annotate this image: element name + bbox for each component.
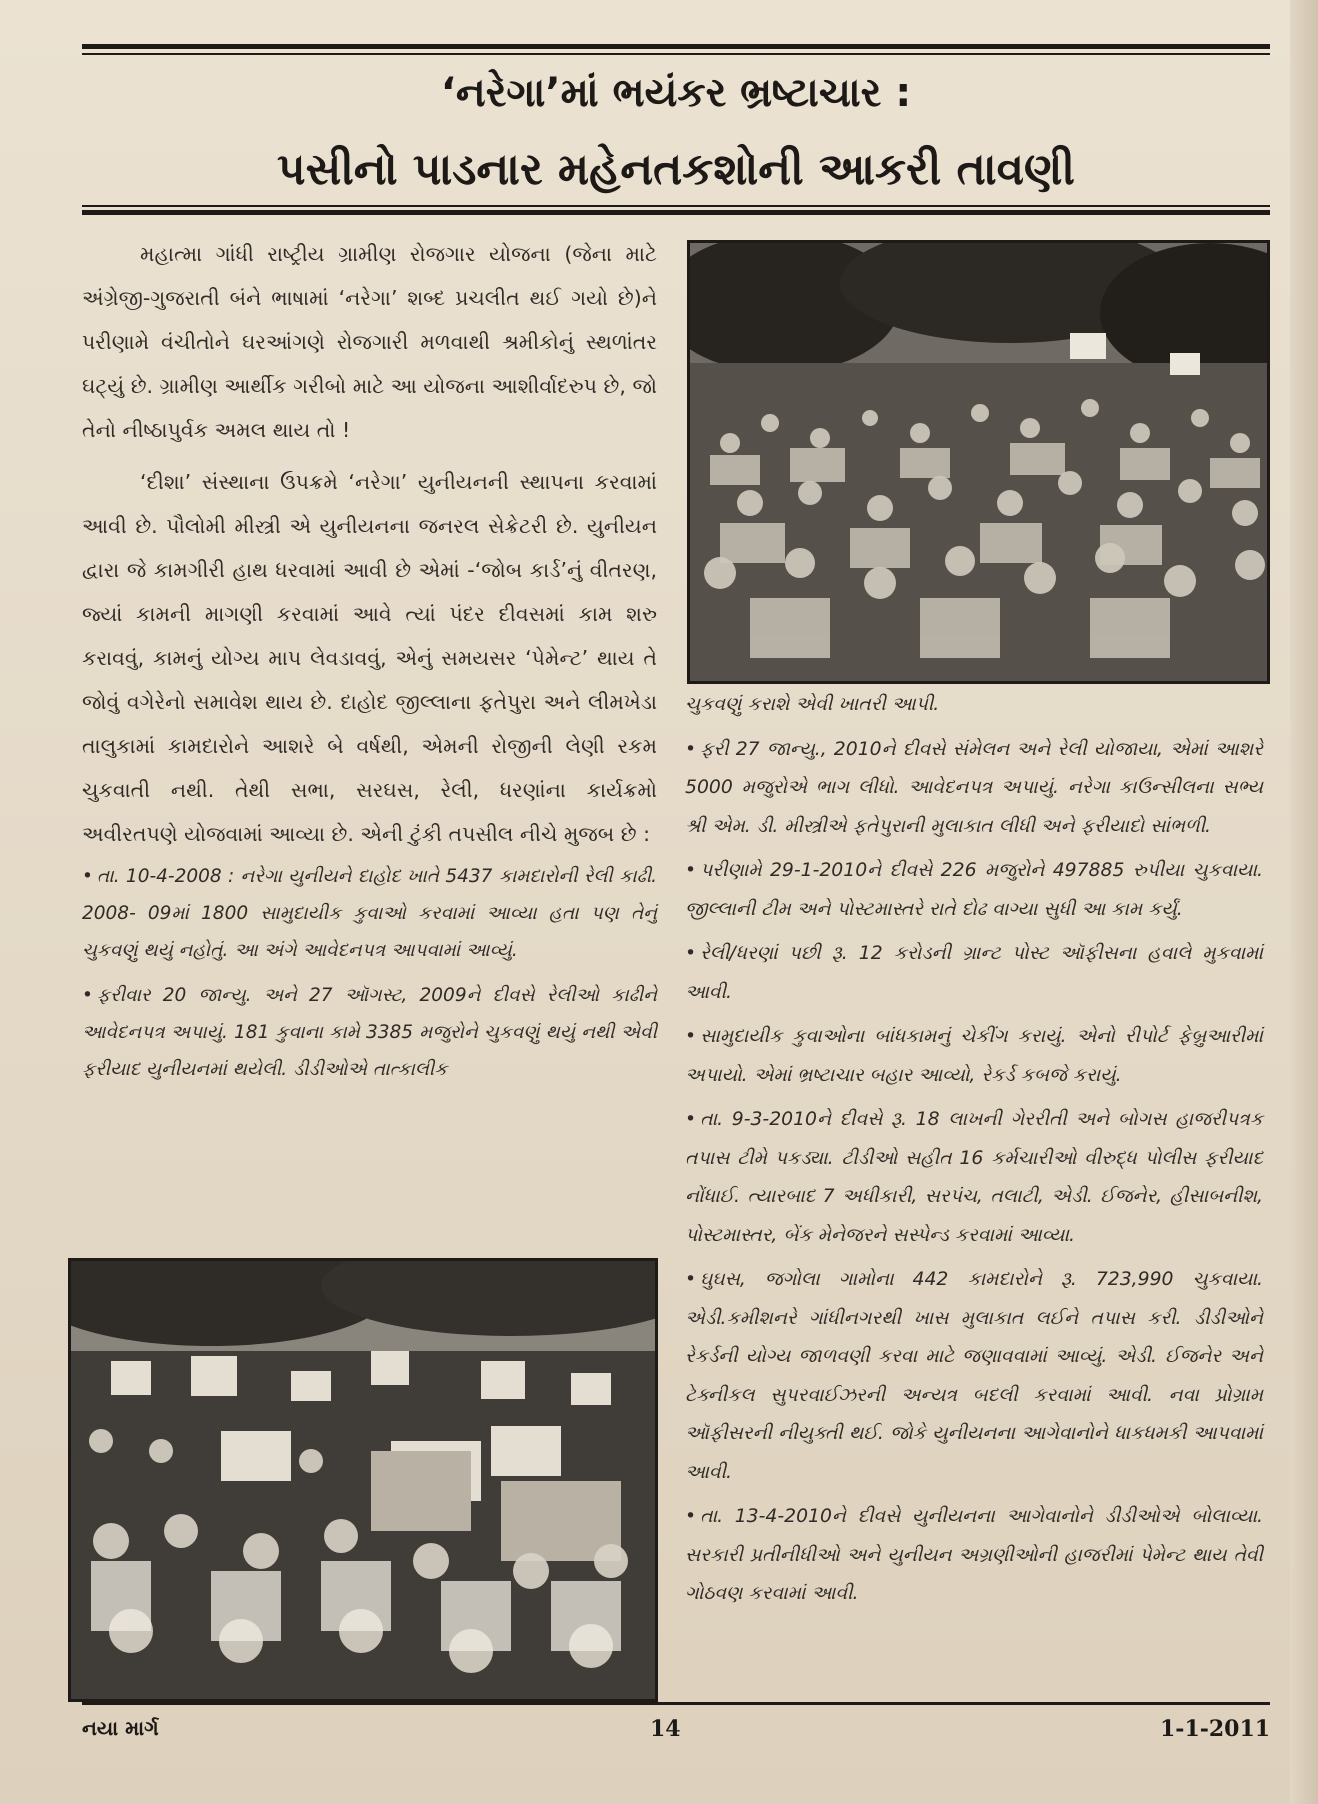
- left-column: [82, 232, 657, 1088]
- paragraph-union: ‘દીશા’ સંસ્થાના ઉપક્રમે ‘નરેગા’ યુનીયનની સ્થાપના કરવામાં આવી છે. પૌલોમી મીસ્ત્રી એ યુનીયનના જનરલ સેક્રેટરી છે. યુનીયન દ્વારા જે કામગીરી હાથ ધરવામાં આવી છે એમાં -‘જોબ કાર્ડ’નું વીતરણ, જ્યાં કામની માગણી કરવામાં આવે ત્યાં પંદર દીવસમાં કામ શરુ કરાવવું, કામનું યોગ્ય માપ લેવડાવવું, એનું સમયસર ‘પેમેન્ટ’ થાય તે જોવું વગેરેનો સમાવેશ થાય છે. દાહોદ જીલ્લાના ફતેપુરા અને લીમખેડા તાલુકામાં કામદારોને આશરે બે વર્ષથી, એમની રોજીની લેણી રકમ ચુકવાતી નથી. તેથી સભા, સરઘસ, રેલી, ધરણાંના કાર્યક્રમો અવીરતપણે યોજવામાં આવ્યા છે. એની ટુંકી તપસીલ નીચે મુજબ છે :: [82, 470, 657, 846]
- list-item: • રેલી/ધરણાં પછી રૂ. 12 કરોડની ગ્રાન્ટ પોસ્ટ ઑફીસના હવાલે મુકવામાં આવી.: [685, 943, 1263, 1003]
- headline-line-1: ‘નરેગા’માં ભયંકર ભ્રષ્ટાચાર :: [440, 70, 912, 116]
- list-item: • તા. 13-4-2010ને દીવસે યુનીયનના આગેવાનોને ડીડીઓએ બોલાવ્યા. સરકારી પ્રતીનીધીઓ અને યુનીયન અગ્રણીઓની હાજરીમાં પેમેન્ટ થાય તેવી ગોઠવણ કરવામાં આવી.: [685, 1506, 1263, 1604]
- crowd-photo-illustration: [690, 243, 1267, 681]
- photo-crowd-with-placards: [68, 1258, 658, 1702]
- list-item: • સામુદાયીક કુવાઓના બાંધકામનું ચેકીંગ કરાયું. એનો રીપોર્ટ ફેબ્રુઆરીમાં અપાયો. એમાં ભ્રષ્ટાચાર બહાર આવ્યો, રેકર્ડ કબજે કરાયું.: [685, 1026, 1263, 1086]
- headline-rule-thin: [82, 205, 1270, 207]
- paragraph-intro: મહાત્મા ગાંધી રાષ્ટ્રીય ગ્રામીણ રોજગાર યોજના (જેના માટે અંગ્રેજી-ગુજરાતી બંને ભાષામાં ‘નરેગા’ શબ્દ પ્રચલીત થઈ ગયો છે)ને પરીણામે વંચીતોને ઘરઆંગણે રોજગારી મળવાથી શ્રમીકોનું સ્થળાંતર ઘટ્યું છે. ગ્રામીણ આર્થીક ગરીબો માટે આ યોજના આશીર્વાદરુપ છે, જો તેનો નીષ્ઠાપુર્વક અમલ થાય તો !: [82, 242, 657, 442]
- right-column: [685, 686, 1263, 1614]
- footer-rule: [82, 1702, 1270, 1705]
- headline-rule-thick: [82, 210, 1270, 215]
- page-edge: [1290, 0, 1318, 1804]
- continuation-text: ચુકવણું કરાશે એવી ખાતરી આપી.: [685, 694, 940, 715]
- issue-date: 1-1-2011: [1160, 1716, 1271, 1742]
- list-item: • ઘુઘસ, જગોલા ગામોના 442 કામદારોને રૂ. 723,990 ચુકવાયા. એડી.કમીશનરે ગાંધીનગરથી ખાસ મુલાકાત લઈને તપાસ કરી. ડીડીઓને રેકર્ડની યોગ્ય જાળવણી કરવા માટે જણાવવામાં આવ્યું. એડી. ઈજનેર અને ટેક્નીકલ સુપરવાઈઝરની અન્યત્ર બદલી કરવામાં આવી. નવા પ્રોગ્રામ ઑફીસરની નીયુક્તી થઈ. જોકે યુનીયનના આગેવાનોને ધાકધમકી આપવામાં આવી.: [685, 1269, 1263, 1483]
- list-item: • તા. 10-4-2008 : નરેગા યુનીયને દાહોદ ખાતે 5437 કામદારોની રેલી કાઢી. 2008- 09માં 1800 સામુદાયીક કુવાઓ કરવામાં આવ્યા હતા પણ તેનું ચુકવણું થયું નહોતું. આ અંગે આવેદનપત્ર આપવામાં આવ્યું.: [82, 866, 657, 961]
- publication-name: નયા માર્ગ: [82, 1716, 159, 1740]
- page-number: 14: [650, 1716, 681, 1742]
- list-item: • પરીણામે 29-1-2010ને દીવસે 226 મજુરોને 497885 રુપીયા ચુકવાયા. જીલ્લાની ટીમ અને પોસ્ટમાસ્તરે રાતે દોઢ વાગ્યા સુધી આ કામ કર્યું.: [685, 860, 1263, 920]
- photo-crowd-rally-seated: [687, 240, 1270, 684]
- list-item: • તા. 9-3-2010ને દીવસે રૂ. 18 લાખની ગેરરીતી અને બોગસ હાજરીપત્રક તપાસ ટીમે પકડ્યા. ટીડીઓ સહીત 16 કર્મચારીઓ વીરુદ્ધ પોલીસ ફરીયાદ નોંધાઈ. ત્યારબાદ 7 અધીકારી, સરપંચ, તલાટી, એડી. ઈજનેર, હીસાબનીશ, પોસ્ટમાસ્તર, બેંક મેનેજરને સસ્પેન્ડ કરવામાં આવ્યા.: [685, 1109, 1263, 1246]
- top-rule-thin: [82, 53, 1270, 55]
- headline-line-2: પસીનો પાડનાર મહેનતકશોની આકરી તાવણી: [277, 144, 1075, 195]
- list-item: • ફરીવાર 20 જાન્યુ. અને 27 ઑગસ્ટ, 2009ને દીવસે રેલીઓ કાઢીને આવેદનપત્ર અપાયું. 181 કુવાના કામે 3385 મજુરોને ચુકવણું થયું નથી એવી ફરીયાદ યુનીયનમાં થયેલી. ડીડીઓએ તાત્કાલીક: [82, 985, 657, 1080]
- placard-photo-illustration: [71, 1261, 655, 1699]
- list-item: • ફરી 27 જાન્યુ., 2010ને દીવસે સંમેલન અને રેલી યોજાયા, એમાં આશરે 5000 મજુરોએ ભાગ લીધો. આવેદનપત્ર અપાયું. નરેગા કાઉન્સીલના સભ્ય શ્રી એમ. ડી. મીસ્ત્રીએ ફતેપુરાની મુલાકાત લીધી અને ફરીયાદો સાંભળી.: [685, 738, 1263, 837]
- top-rule-thick: [82, 44, 1270, 49]
